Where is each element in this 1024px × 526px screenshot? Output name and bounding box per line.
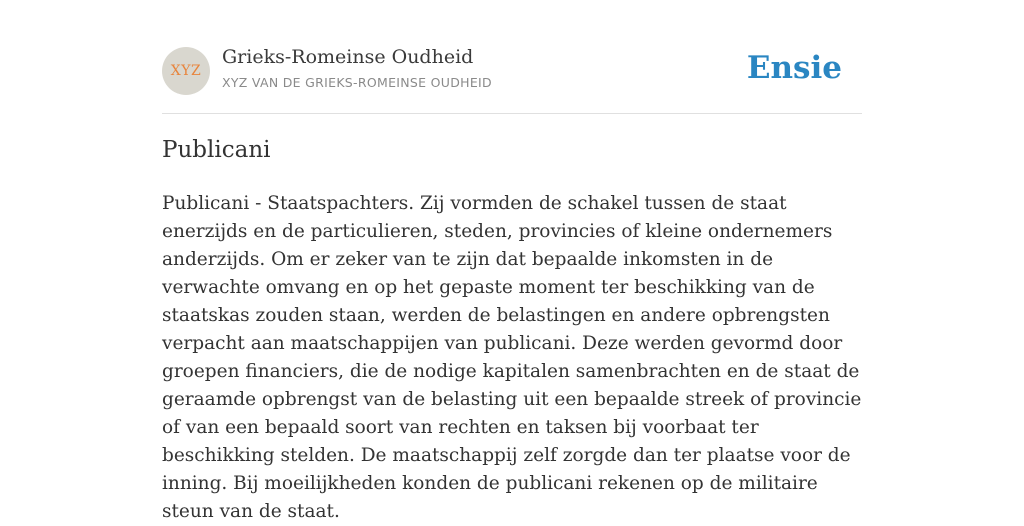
page-header xyxy=(162,0,862,114)
owner-subtitle: XYZ VAN DE GRIEKS-ROMEINSE OUDHEID xyxy=(222,75,492,90)
article-body: Publicani - Staatspachters. Zij vormden de schakel tussen de staat enerzijds en de particulieren, steden, provincies of kleine ondernemers anderzijds. Om er zeker van te zijn dat bepaalde inkomsten in de verwachte omvang en op het gepaste moment ter beschikking van de staatskas zouden staan, werden de belastingen en andere opbrengsten verpacht aan maatschappijen van publicani. Deze werden gevormd door groepen financiers, die de nodige kapitalen samenbrachten en de staat de geraamde opbrengst van de belasting uit een bepaalde streek of provincie of van een bepaald soort van rechten en taksen bij voorbaat ter beschikking stelden. De maatschappij zelf zorgde dan ter plaatse voor de inning. Bij moeilijkheden konden de publicani rekenen op de militaire steun van de staat. xyxy=(162,193,862,522)
brand-logo[interactable]: Ensie xyxy=(746,50,842,86)
avatar-text: XYZ xyxy=(170,63,202,79)
page-content xyxy=(162,0,862,522)
owner-name[interactable]: Grieks-Romeinse Oudheid xyxy=(222,46,474,68)
avatar[interactable] xyxy=(162,47,210,95)
page-title: Publicani xyxy=(162,137,271,163)
